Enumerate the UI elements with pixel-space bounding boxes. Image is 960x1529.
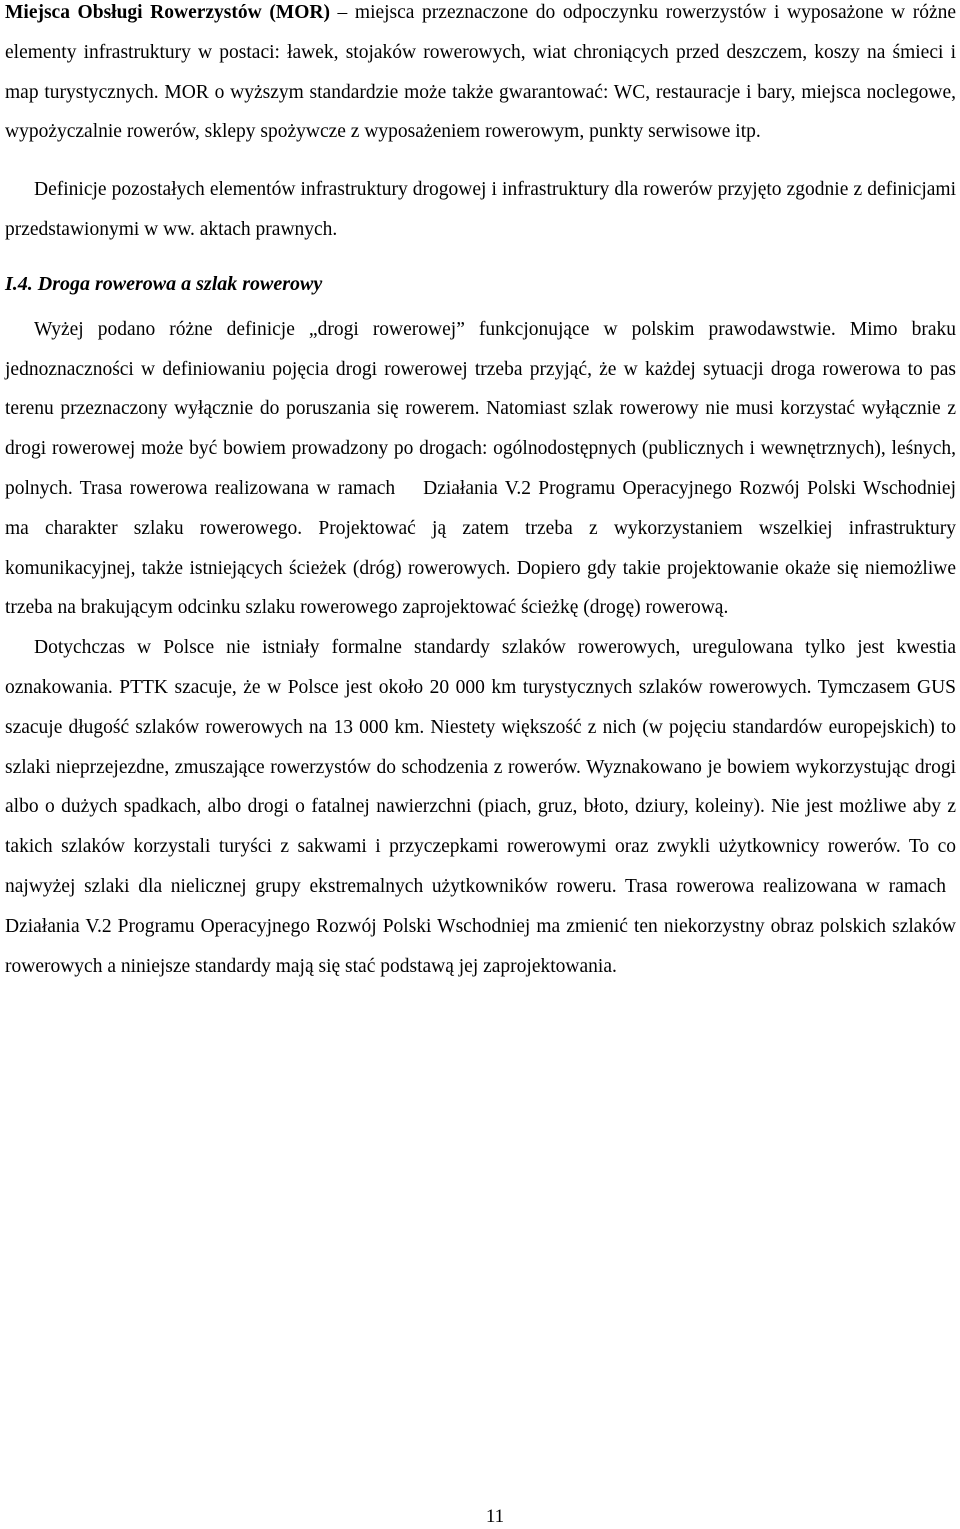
term-mor: Miejsca Obsługi Rowerzystów (MOR) [5, 2, 330, 23]
paragraph-droga-rowerowa [5, 310, 956, 628]
paragraph-mor [5, 0, 956, 152]
paragraph-droga-part2: Działania V.2 Programu Operacyjnego Rozwój Polski Wschodniej ma charakter szlaku rowerowego. Projektować ją zatem trzeba z wykorzystaniem wszelkiej infrastruktury komunikacyjnej, także istniejących ścieżek (dróg) rowerowych. Dopiero gdy takie projektowanie okaże się niemożliwe trzeba na brakującym odcinku szlaku rowerowego zaprojektować ścieżkę (drogę) rowerową. [5, 477, 956, 619]
paragraph-standards-part2: Działania V.2 Programu Operacyjnego Rozwój Polski Wschodniej ma zmienić ten niekorzystny obraz polskich szlaków rowerowych a niniejsze standardy mają się stać podstawą jej zaprojektowania. [5, 915, 956, 977]
section-heading [5, 270, 956, 298]
paragraph-standards [5, 628, 956, 986]
page-number: 11 [485, 1506, 505, 1527]
paragraph-definitions: Definicje pozostałych elementów infrastruktury drogowej i infrastruktury dla rowerów przyjęto zgodnie z definicjami przedstawionymi w ww. aktach prawnych. [5, 179, 956, 240]
section-number: I.4. [5, 272, 33, 295]
section-title: Droga rowerowa a szlak rowerowy [37, 272, 323, 295]
paragraph-mor-text: – miejsca przeznaczone do odpoczynku rowerzystów i wyposażone w różne elementy infrastruktury w postaci: ławek, stojaków rowerowych, wiat chroniących przed deszczem, koszy na śmieci i map turystycznych. MOR o wyższym standardzie może także gwarantować: WC, restauracje i bary, miejsca noclegowe, wypożyczalnie rowerów, sklepy spożywcze z wyposażeniem rowerowym, punkty serwisowe itp. [5, 2, 956, 143]
paragraph-droga-part1: Wyżej podano różne definicje „drogi rowerowej” funkcjonujące w polskim prawodawstwie. Mimo braku jednoznaczności w definiowaniu pojęcia drogi rowerowej trzeba przyjąć, że w każdej sytuacji droga rowerowa to pas terenu przeznaczony wyłącznie do poruszania się rowerem. Natomiast szlak rowerowy nie musi korzystać wyłącznie z drogi rowerowej może być bowiem prowadzony po drogach: ogólnodostępnych (publicznych i wewnętrznych), leśnych, polnych. Trasa rowerowa realizowana w ramach [5, 318, 956, 499]
document-page [5, 0, 956, 986]
paragraph-standards-part1: Dotychczas w Polsce nie istniały formalne standardy szlaków rowerowych, uregulowana tylko jest kwestia oznakowania. PTTK szacuje, że w Polsce jest około 20 000 km turystycznych szlaków rowerowych. Tymczasem GUS szacuje długość szlaków rowerowych na 13 000 km. Niestety większość z nich (w pojęciu standardów europejskich) to szlaki nieprzejezdne, zmuszające rowerzystów do schodzenia z rowerów. Wyznakowano je bowiem wykorzystując drogi albo o dużych spadkach, albo drogi o fatalnej nawierzchni (piach, gruz, błoto, dziury, koleiny). Nie jest możliwe aby z takich szlaków korzystali turyści z sakwami i przyczepkami rowerowymi oraz zwykli użytkownicy rowerów. To co najwyżej szlaki dla nielicznej grupy ekstremalnych użytkowników roweru. Trasa rowerowa realizowana w ramach [5, 637, 956, 897]
